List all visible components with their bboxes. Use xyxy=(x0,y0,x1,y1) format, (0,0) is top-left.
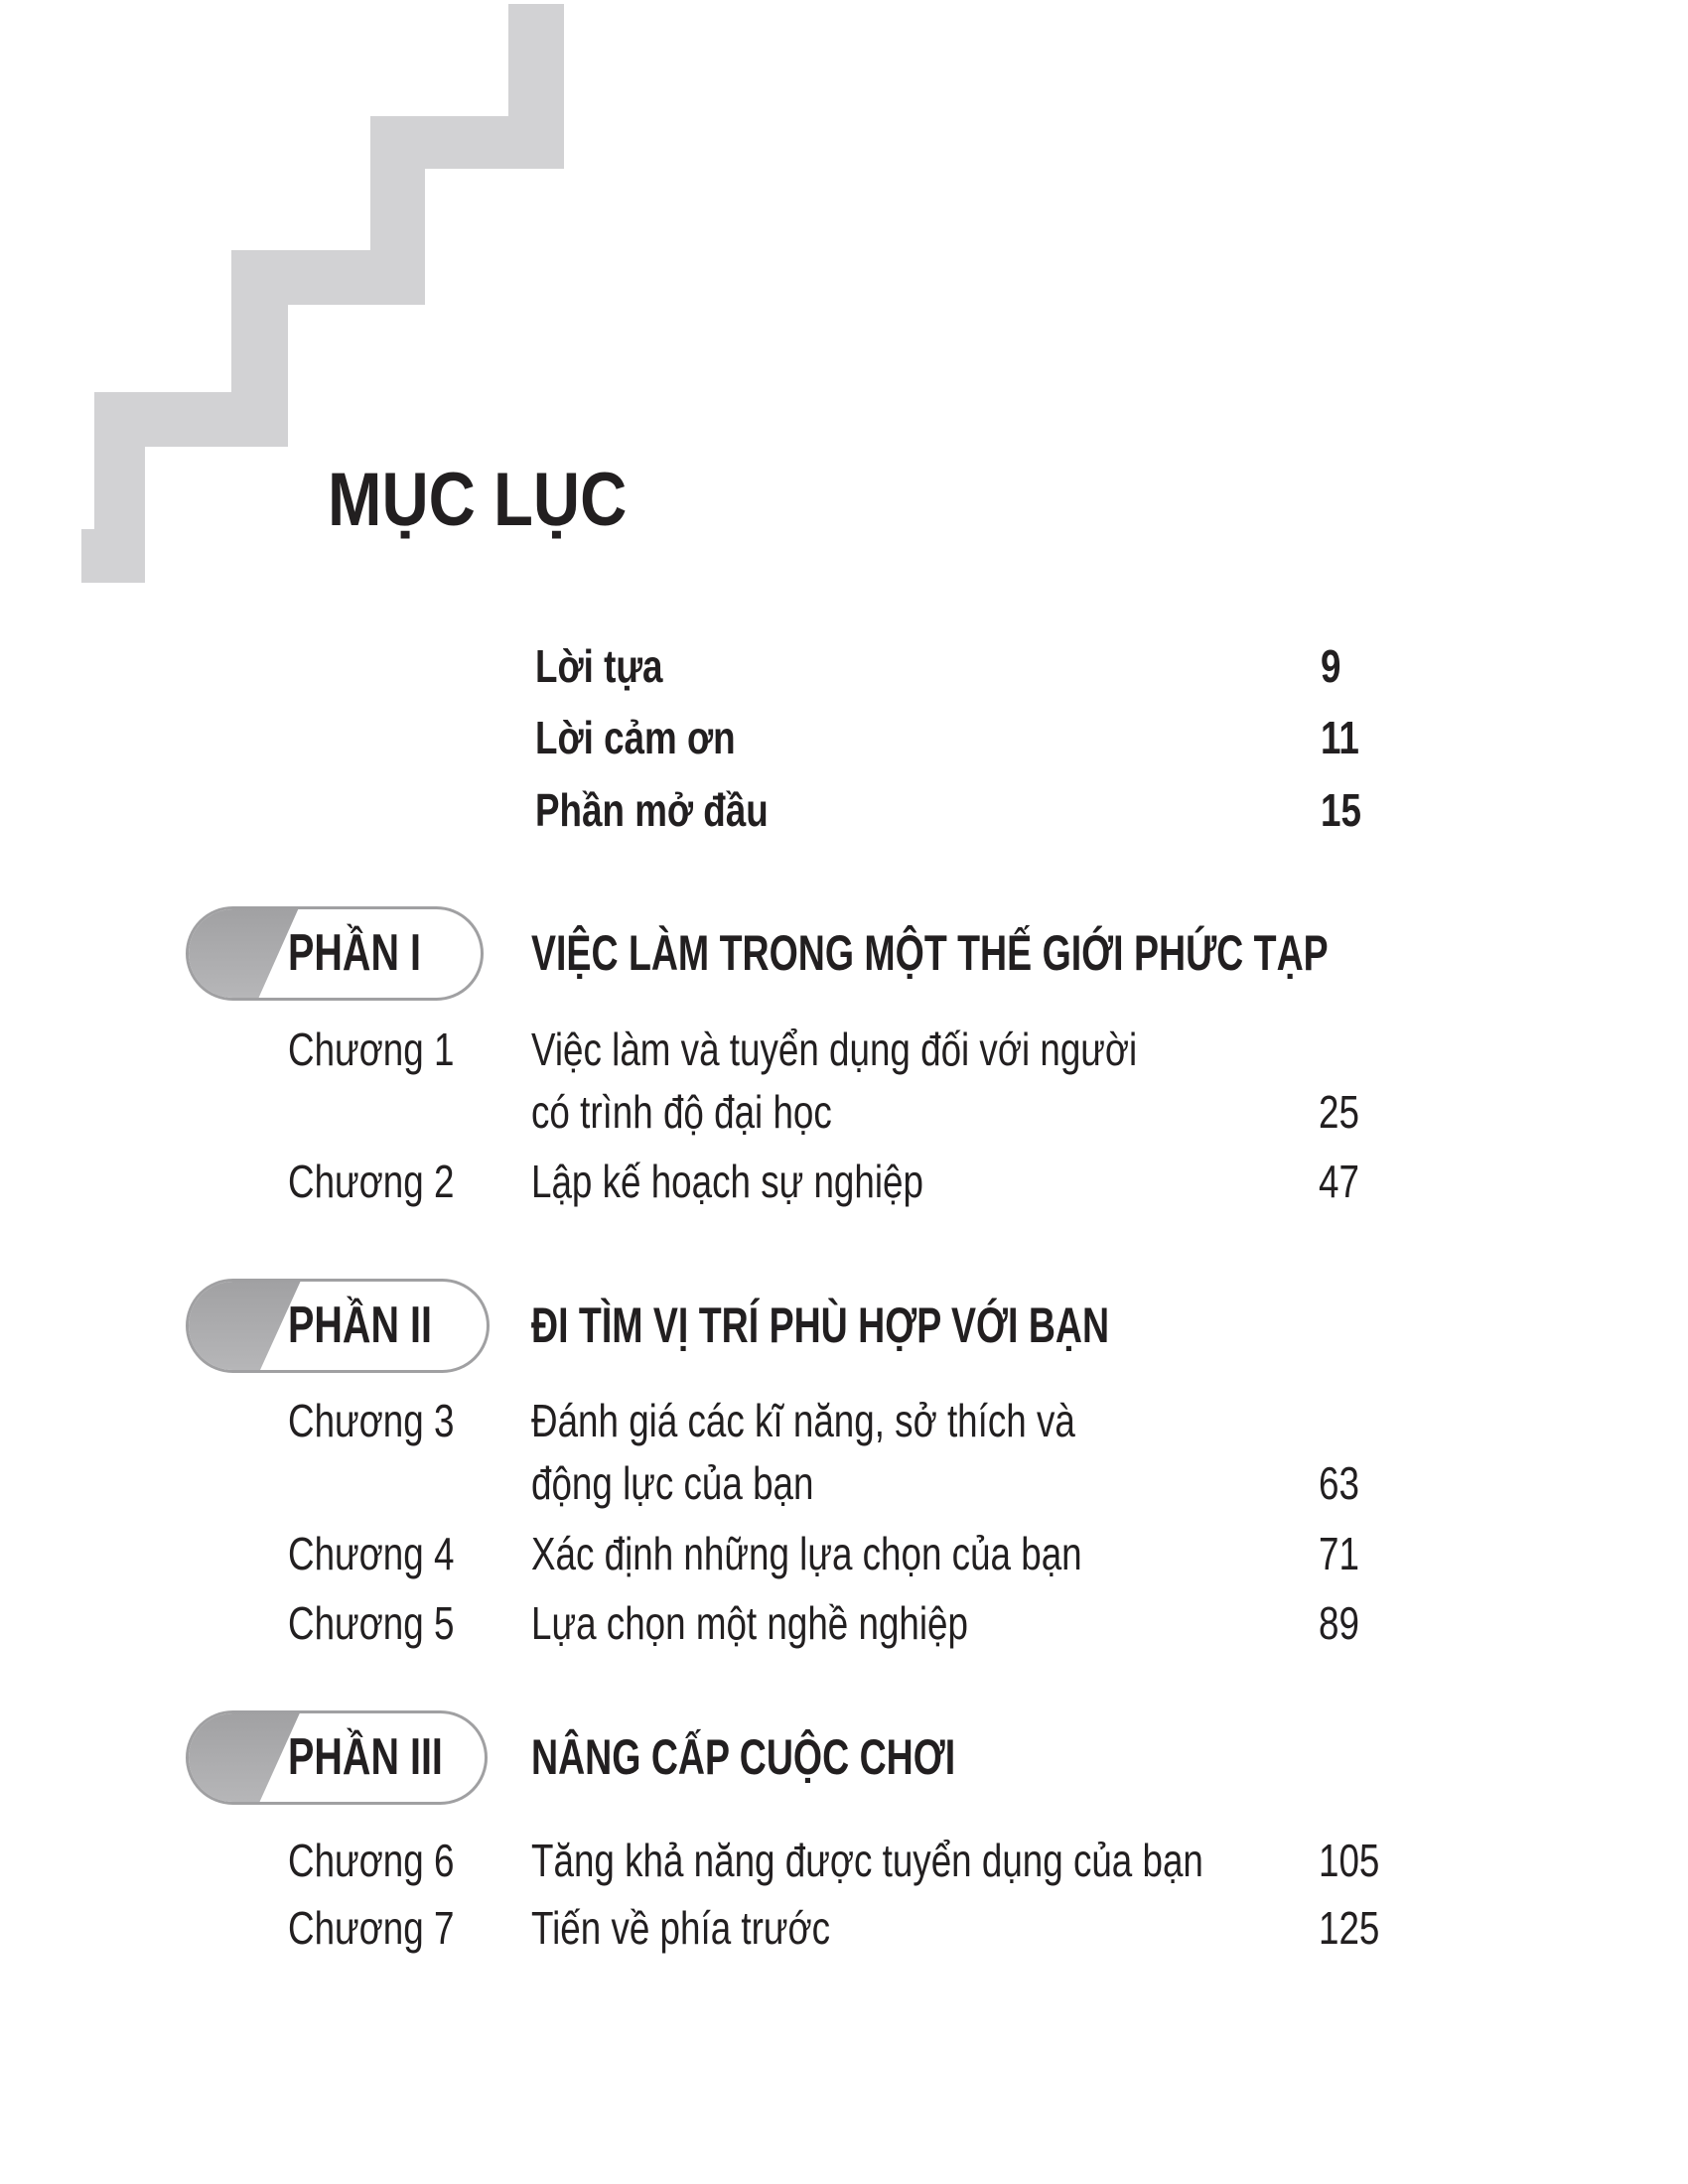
chapter-page-number xyxy=(1319,1897,1395,1960)
chapter-title-line xyxy=(531,1452,1211,1515)
chapter-label xyxy=(288,1592,495,1655)
page-title xyxy=(328,458,675,542)
chapter-label-text: Chương 3 xyxy=(288,1395,455,1446)
chapter-title-line-text: Xác định những lựa chọn của bạn xyxy=(531,1528,1082,1579)
chapter-label-text: Chương 2 xyxy=(288,1156,455,1207)
chapter-title-line xyxy=(531,1592,1077,1655)
chapter-page-number-text: 25 xyxy=(1319,1086,1359,1138)
chapter-title-line xyxy=(531,1830,1371,1892)
part-badge xyxy=(186,1279,490,1373)
part-heading xyxy=(531,906,1594,1001)
chapter-title-line-text: Tăng khả năng được tuyển dụng của bạn xyxy=(531,1835,1203,1886)
chapter-title xyxy=(531,1523,1219,1585)
chapter-title xyxy=(531,1151,1022,1213)
chapter-title xyxy=(531,1390,1211,1515)
part-heading xyxy=(531,1710,1097,1805)
part-heading-text: VIỆC LÀM TRONG MỘT THẾ GIỚI PHỨC TẠP xyxy=(531,925,1329,981)
chapter-label-text: Chương 6 xyxy=(288,1835,455,1886)
chapter-title-line-text: có trình độ đại học xyxy=(531,1086,832,1138)
part-badge-label xyxy=(288,1282,478,1370)
front-matter-label xyxy=(535,779,826,842)
chapter-page-number-text: 125 xyxy=(1319,1902,1380,1954)
part-badge-label-text: PHẦN III xyxy=(288,1728,443,1786)
chapter-title xyxy=(531,1897,905,1960)
part-badge-label xyxy=(288,909,463,998)
part-badge-label xyxy=(288,1713,488,1802)
chapter-page-number-text: 47 xyxy=(1319,1156,1359,1207)
chapter-title xyxy=(531,1830,1371,1892)
part-badge xyxy=(186,1710,488,1805)
chapter-label-text: Chương 5 xyxy=(288,1597,455,1649)
chapter-label-text: Chương 4 xyxy=(288,1528,455,1579)
front-matter-label xyxy=(535,707,785,769)
chapter-label xyxy=(288,1019,495,1081)
page-title-text: MỤC LỤC xyxy=(328,458,628,542)
part-badge xyxy=(186,906,484,1001)
chapter-page-number xyxy=(1319,1081,1369,1144)
chapter-title-line-text: Việc làm và tuyển dụng đối với người xyxy=(531,1024,1138,1075)
chapter-label xyxy=(288,1151,495,1213)
front-matter-page-number-text: 11 xyxy=(1321,712,1359,763)
chapter-label xyxy=(288,1897,495,1960)
chapter-label xyxy=(288,1523,495,1585)
chapter-page-number xyxy=(1319,1151,1369,1213)
chapter-title xyxy=(531,1019,1289,1144)
chapter-page-number-text: 71 xyxy=(1319,1528,1359,1579)
front-matter-page-number-text: 15 xyxy=(1321,784,1361,836)
chapter-page-number xyxy=(1319,1830,1395,1892)
chapter-title-line xyxy=(531,1390,1211,1452)
chapter-label-text: Chương 1 xyxy=(288,1024,455,1075)
chapter-page-number-text: 89 xyxy=(1319,1597,1359,1649)
front-matter-page-number-text: 9 xyxy=(1321,640,1341,692)
front-matter-page-number xyxy=(1321,707,1369,769)
chapter-page-number xyxy=(1319,1452,1369,1515)
chapter-title-line xyxy=(531,1523,1219,1585)
chapter-title-line-text: động lực của bạn xyxy=(531,1457,814,1509)
chapter-title-line-text: Lập kế hoạch sự nghiệp xyxy=(531,1156,923,1207)
chapter-title xyxy=(531,1592,1077,1655)
chapter-page-number xyxy=(1319,1523,1369,1585)
chapter-title-line xyxy=(531,1019,1289,1081)
chapter-label xyxy=(288,1390,495,1452)
front-matter-page-number xyxy=(1321,779,1371,842)
part-heading-text: NÂNG CẤP CUỘC CHƠI xyxy=(531,1729,956,1785)
chapter-title-line-text: Đánh giá các kĩ năng, sở thích và xyxy=(531,1395,1075,1446)
front-matter-label-text: Phần mở đầu xyxy=(535,784,769,836)
front-matter-label-text: Lời cảm ơn xyxy=(535,712,736,763)
chapter-page-number-text: 105 xyxy=(1319,1835,1380,1886)
part-heading xyxy=(531,1279,1302,1373)
front-matter-label xyxy=(535,635,695,698)
front-matter-page-number xyxy=(1321,635,1346,698)
staircase-step-shape xyxy=(81,529,145,583)
front-matter-label-text: Lời tựa xyxy=(535,640,663,692)
chapter-title-line-text: Lựa chọn một nghề nghiệp xyxy=(531,1597,968,1649)
part-badge-label-text: PHẦN II xyxy=(288,1297,432,1354)
chapter-label xyxy=(288,1830,495,1892)
part-badge-label-text: PHẦN I xyxy=(288,924,421,982)
chapter-title-line xyxy=(531,1897,905,1960)
chapter-title-line-text: Tiến về phía trước xyxy=(531,1902,831,1954)
chapter-page-number-text: 63 xyxy=(1319,1457,1359,1509)
chapter-title-line xyxy=(531,1151,1022,1213)
chapter-page-number xyxy=(1319,1592,1369,1655)
part-heading-text: ĐI TÌM VỊ TRÍ PHÙ HỢP VỚI BẠN xyxy=(531,1297,1110,1353)
chapter-title-line xyxy=(531,1081,1289,1144)
chapter-label-text: Chương 7 xyxy=(288,1902,455,1954)
